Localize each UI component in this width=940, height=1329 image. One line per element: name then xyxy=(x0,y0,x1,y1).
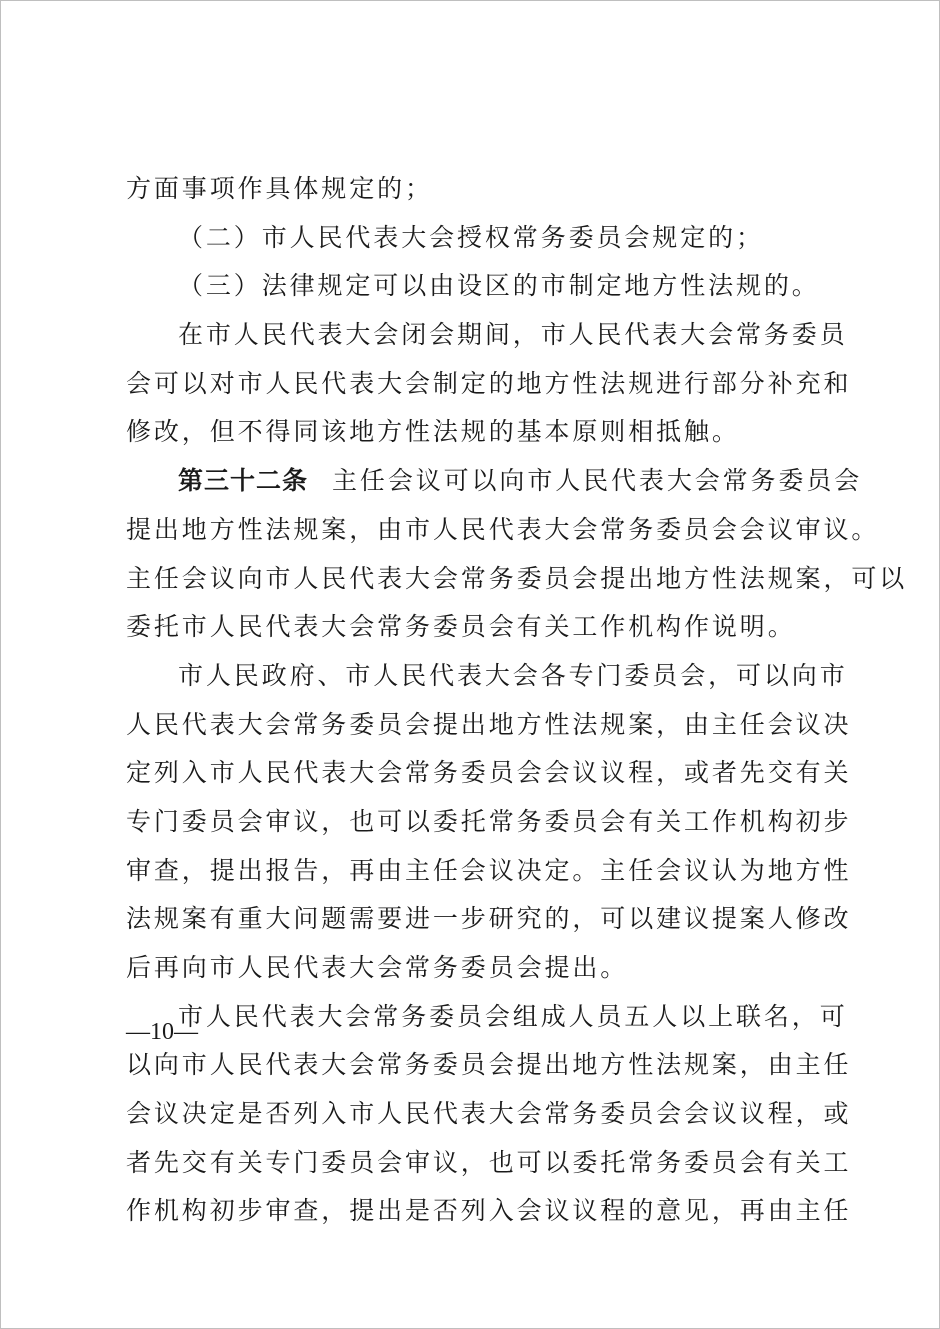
text-line: （三）法律规定可以由设区的市制定地方性法规的。 xyxy=(178,271,820,301)
text-line: 主任会议可以向市人民代表大会常务委员会 xyxy=(332,466,863,496)
text-line: 市人民代表大会常务委员会组成人员五人以上联名，可 xyxy=(178,1001,848,1031)
text-line: 提出地方性法规案，由市人民代表大会常务委员会会议审议。 xyxy=(126,514,880,544)
text-line: 以向市人民代表大会常务委员会提出地方性法规案，由主任 xyxy=(126,1050,852,1080)
text-line: 修改，但不得同该地方性法规的基本原则相抵触。 xyxy=(126,417,740,447)
text-line: 后再向市人民代表大会常务委员会提出。 xyxy=(126,953,629,982)
text-line: 作机构初步审查，提出是否列入会议议程的意见，再由主任 xyxy=(126,1196,852,1226)
article-heading-line xyxy=(126,457,863,506)
text-line: 主任会议向市人民代表大会常务委员会提出地方性法规案，可以 xyxy=(126,563,908,593)
text-line: 在市人民代表大会闭会期间，市人民代表大会常务委员 xyxy=(178,320,848,350)
text-line: 方面事项作具体规定的； xyxy=(126,174,433,203)
text-line: 法规案有重大问题需要进一步研究的，可以建议提案人修改 xyxy=(126,904,852,934)
text-line: （二）市人民代表大会授权常务委员会规定的； xyxy=(178,222,764,252)
text-line: 人民代表大会常务委员会提出地方性法规案，由主任会议决 xyxy=(126,709,852,739)
text-line: 会可以对市人民代表大会制定的地方性法规进行部分补充和 xyxy=(126,368,852,398)
text-line: 委托市人民代表大会常务委员会有关工作机构作说明。 xyxy=(126,612,796,642)
text-line: 会议决定是否列入市人民代表大会常务委员会会议议程，或 xyxy=(126,1099,852,1129)
page-number: —10— xyxy=(126,1019,198,1045)
text-line: 专门委员会审议，也可以委托常务委员会有关工作机构初步 xyxy=(126,806,852,836)
text-line: 市人民政府、市人民代表大会各专门委员会，可以向市 xyxy=(178,660,848,690)
text-line: 审查，提出报告，再由主任会议决定。主任会议认为地方性 xyxy=(126,855,852,885)
document-body xyxy=(126,165,908,1236)
text-line: 定列入市人民代表大会常务委员会会议议程，或者先交有关 xyxy=(126,758,852,788)
text-line: 者先交有关专门委员会审议，也可以委托常务委员会有关工 xyxy=(126,1147,852,1177)
article-number: 第三十二条 xyxy=(178,466,309,496)
